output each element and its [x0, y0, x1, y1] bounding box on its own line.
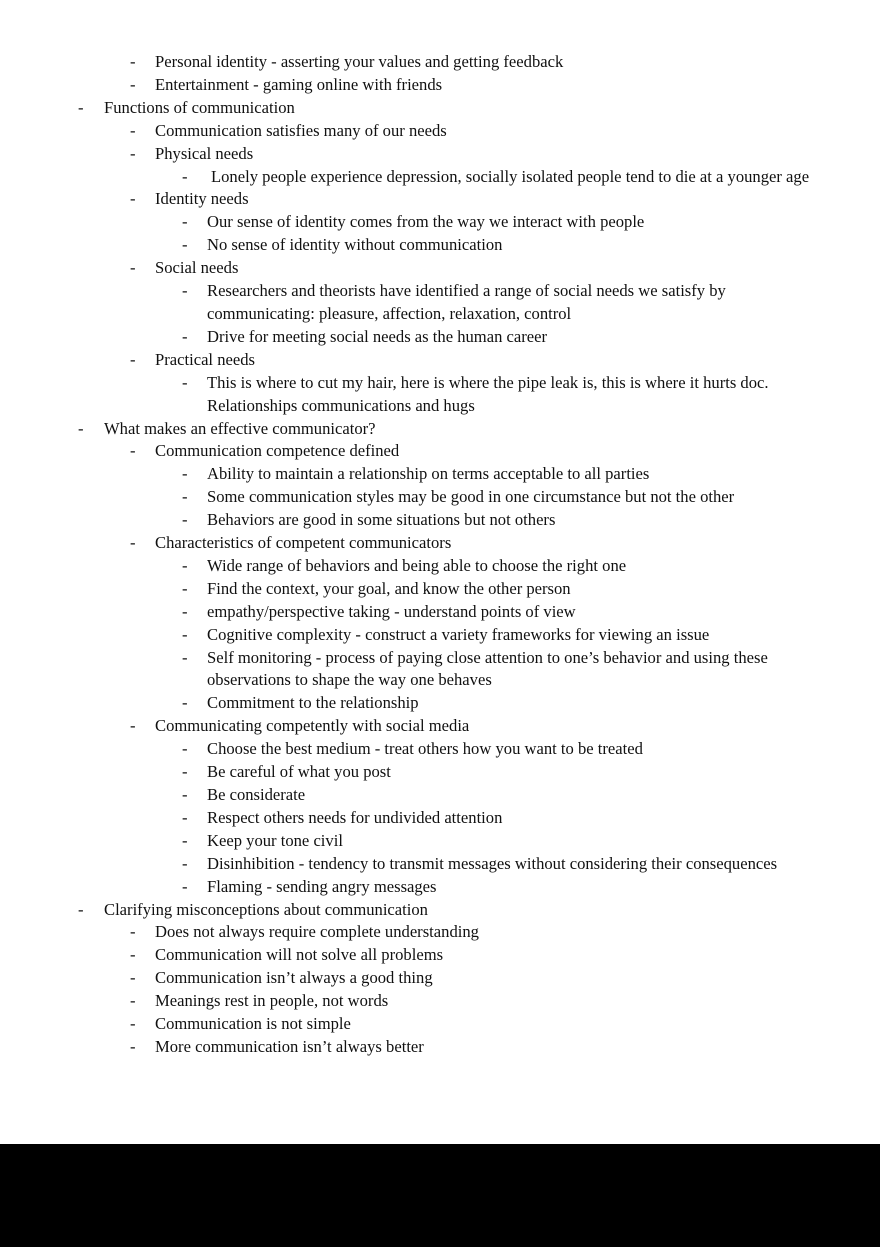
list-item: [0, 715, 880, 738]
sub-list-item-text: This is where to cut my hair, here is where the pipe leak is, this is where it hurts doc. Relationships communications and hugs: [207, 372, 769, 415]
sub-list-item: [0, 601, 880, 624]
list-item-text: Social needs: [155, 258, 239, 278]
sub-list-item: [0, 234, 880, 257]
sub-list-item-text: Choose the best medium - treat others how you want to be treated: [207, 739, 643, 759]
list-item-text: Does not always require complete understanding: [155, 922, 479, 942]
section-heading-item: [0, 899, 880, 922]
bullet-dash: -: [182, 487, 188, 507]
section-heading-item: [0, 418, 880, 441]
list-item-text: Meanings rest in people, not words: [155, 991, 389, 1011]
sub-list-item: [0, 463, 880, 486]
sub-list-item: [0, 830, 880, 853]
list-item: [0, 967, 880, 990]
bullet-dash: -: [130, 143, 136, 163]
bullet-dash: -: [182, 624, 188, 644]
bullet-dash: -: [130, 52, 136, 71]
list-item-text: Communication competence defined: [155, 441, 400, 461]
list-item-text: Entertainment - gaming online with friends: [155, 74, 443, 94]
bullet-dash: -: [130, 258, 136, 278]
sub-list-item: [0, 853, 880, 876]
sub-list-item-text: Behaviors are good in some situations but not others: [207, 510, 556, 530]
sub-list-item-text: Researchers and theorists have identified a range of social needs we satisfy by communicating: pleasure, affection, relaxation, control: [207, 281, 726, 323]
sub-list-item-text: Keep your tone civil: [207, 830, 343, 850]
sub-list-item: [0, 372, 880, 418]
list-item-text: Communication satisfies many of our needs: [155, 120, 447, 140]
list-item: [0, 1036, 880, 1059]
bullet-dash: -: [78, 899, 84, 919]
bullet-dash: -: [130, 1014, 136, 1034]
list-item-text: Identity needs: [155, 189, 249, 209]
sub-list-item-text: Commitment to the relationship: [207, 693, 419, 713]
outline-list: [0, 51, 880, 1059]
sub-list-item-text: Our sense of identity comes from the way we interact with people: [207, 212, 645, 232]
bullet-dash: -: [182, 281, 188, 301]
list-item-text: Communication will not solve all problems: [155, 945, 444, 965]
sub-list-item-text: Self monitoring - process of paying close attention to one’s behavior and using these observations to shape the way one behaves: [207, 647, 768, 690]
list-item-text: Practical needs: [155, 349, 255, 369]
list-item: [0, 143, 880, 166]
list-item: [0, 188, 880, 211]
sub-list-item-text: Find the context, your goal, and know the other person: [207, 578, 571, 598]
sub-list-item-text: Respect others needs for undivided attention: [207, 807, 503, 827]
bullet-dash: -: [78, 97, 84, 117]
bullet-dash: -: [182, 830, 188, 850]
bullet-dash: -: [130, 1036, 136, 1056]
section-heading-text: Clarifying misconceptions about communication: [104, 899, 428, 919]
viewer-background-bar: [0, 1144, 880, 1247]
sub-list-item: [0, 647, 880, 693]
sub-list-item: [0, 280, 880, 326]
sub-list-item-text: Flaming - sending angry messages: [207, 876, 437, 896]
bullet-dash: -: [182, 510, 188, 530]
bullet-dash: -: [78, 418, 84, 438]
bullet-dash: -: [130, 991, 136, 1011]
bullet-dash: -: [182, 647, 188, 667]
sub-list-item: [0, 624, 880, 647]
list-item: [0, 944, 880, 967]
bullet-dash: -: [130, 74, 136, 94]
sub-list-item: [0, 578, 880, 601]
sub-list-item-text: Wide range of behaviors and being able to choose the right one: [207, 555, 627, 575]
bullet-dash: -: [182, 601, 188, 621]
list-item-text: Communication isn’t always a good thing: [155, 968, 433, 988]
list-item: [0, 1013, 880, 1036]
sub-list-item: [0, 326, 880, 349]
bullet-dash: -: [130, 922, 136, 942]
sub-list-item-text: Some communication styles may be good in one circumstance but not the other: [207, 487, 735, 507]
sub-list-item: [0, 807, 880, 830]
sub-list-item-text: Ability to maintain a relationship on terms acceptable to all parties: [207, 464, 650, 484]
bullet-dash: -: [182, 166, 188, 186]
sub-list-item: [0, 555, 880, 578]
sub-list-item: [0, 692, 880, 715]
bullet-dash: -: [182, 235, 188, 255]
sub-list-item-text: empathy/perspective taking - understand points of view: [207, 601, 576, 621]
list-item: [0, 257, 880, 280]
list-item: [0, 921, 880, 944]
sub-list-item-text: Drive for meeting social needs as the human career: [207, 326, 548, 346]
bullet-dash: -: [130, 189, 136, 209]
list-item: [0, 51, 880, 74]
sub-list-item: [0, 738, 880, 761]
list-item-text: More communication isn’t always better: [155, 1036, 424, 1056]
sub-list-item: [0, 784, 880, 807]
sub-list-item: [0, 876, 880, 899]
bullet-dash: -: [182, 555, 188, 575]
sub-list-item: [0, 761, 880, 784]
bullet-dash: -: [130, 533, 136, 553]
sub-list-item-text: Be careful of what you post: [207, 762, 391, 782]
bullet-dash: -: [182, 785, 188, 804]
bullet-dash: -: [182, 326, 188, 346]
bullet-dash: -: [182, 372, 188, 392]
list-item: [0, 990, 880, 1013]
list-item-text: Characteristics of competent communicators: [155, 533, 452, 553]
section-heading-text: Functions of communication: [104, 97, 295, 117]
section-heading-text: What makes an effective communicator?: [104, 418, 376, 438]
list-item: [0, 440, 880, 463]
sub-list-item-text: Be considerate: [207, 785, 306, 804]
sub-list-item: [0, 166, 880, 189]
bullet-dash: -: [130, 441, 136, 461]
bullet-dash: -: [182, 578, 188, 598]
sub-list-item: [0, 211, 880, 234]
list-item: [0, 120, 880, 143]
bullet-dash: -: [130, 945, 136, 965]
bullet-dash: -: [182, 853, 188, 873]
list-item-text: Communication is not simple: [155, 1014, 351, 1034]
bullet-dash: -: [182, 762, 188, 782]
bullet-dash: -: [130, 968, 136, 988]
bullet-dash: -: [130, 120, 136, 140]
list-item: [0, 349, 880, 372]
bullet-dash: -: [182, 876, 188, 896]
list-item: [0, 532, 880, 555]
bullet-dash: -: [182, 212, 188, 232]
bullet-dash: -: [182, 464, 188, 484]
list-item-text: Personal identity - asserting your values and getting feedback: [155, 52, 564, 71]
sub-list-item: [0, 486, 880, 509]
list-item-text: Communicating competently with social media: [155, 716, 470, 736]
bullet-dash: -: [182, 693, 188, 713]
bullet-dash: -: [130, 349, 136, 369]
sub-list-item-text: Disinhibition - tendency to transmit messages without considering their consequences: [207, 853, 778, 873]
sub-list-item-text: No sense of identity without communication: [207, 235, 503, 255]
sub-list-item-text: Lonely people experience depression, socially isolated people tend to die at a younger age: [211, 166, 810, 186]
bullet-dash: -: [182, 739, 188, 759]
list-item: [0, 74, 880, 97]
list-item-text: Physical needs: [155, 143, 254, 163]
sub-list-item-text: Cognitive complexity - construct a variety frameworks for viewing an issue: [207, 624, 710, 644]
bullet-dash: -: [130, 716, 136, 736]
section-heading-item: [0, 97, 880, 120]
sub-list-item: [0, 509, 880, 532]
bullet-dash: -: [182, 807, 188, 827]
